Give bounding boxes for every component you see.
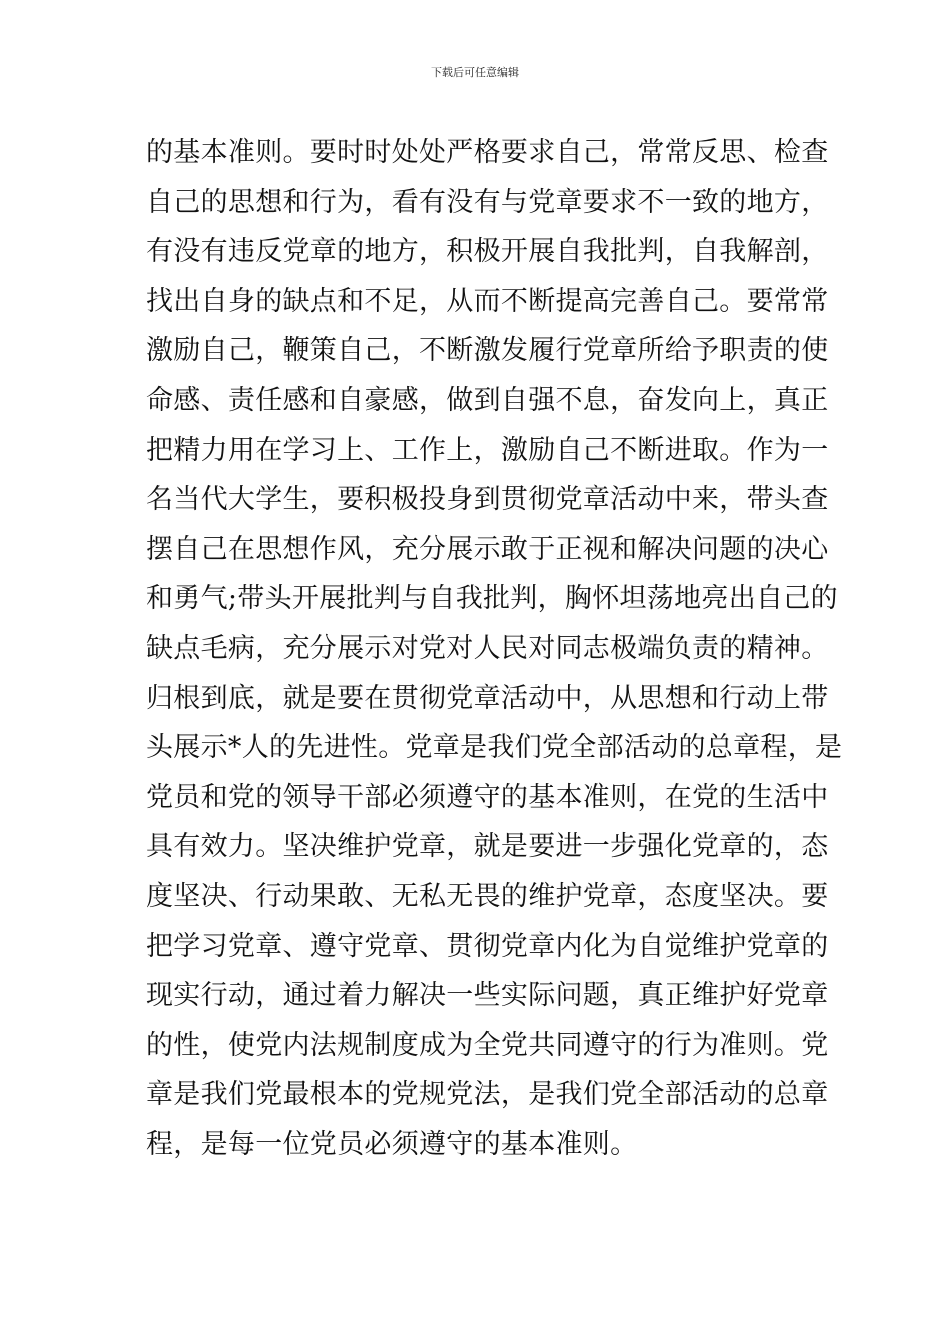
text-line: 头展示*人的先进性。党章是我们党全部活动的总章程，是 (146, 732, 843, 764)
text-line: 程，是每一位党员必须遵守的基本准则。 (146, 1128, 638, 1160)
text-line: 把精力用在学习上、工作上，激励自己不断进取。作为一 (146, 434, 829, 466)
text-line: 的性，使党内法规制度成为全党共同遵守的行为准则。党 (146, 1029, 829, 1061)
text-line: 有没有违反党章的地方，积极开展自我批判，自我解剖， (146, 236, 829, 268)
text-line: 的基本准则。要时时处处严格要求自己，常常反思、检查 (146, 137, 829, 168)
text-line: 和勇气;带头开展批判与自我批判，胸怀坦荡地亮出自己的 (146, 583, 838, 615)
text-line: 具有效力。坚决维护党章，就是要进一步强化党章的，态 (146, 831, 829, 863)
text-line: 现实行动，通过着力解决一些实际问题，真正维护好党章 (146, 980, 829, 1012)
text-line: 党员和党的领导干部必须遵守的基本准则，在党的生活中 (146, 781, 829, 813)
text-line: 缺点毛病，充分展示对党对人民对同志极端负责的精神。 (146, 632, 829, 664)
text-line: 命感、责任感和自豪感，做到自强不息，奋发向上，真正 (146, 384, 829, 416)
text-line: 度坚决、行动果敢、无私无畏的维护党章，态度坚决。要 (146, 880, 829, 912)
text-line: 名当代大学生，要积极投身到贯彻党章活动中来，带头查 (146, 484, 829, 516)
text-line: 归根到底，就是要在贯彻党章活动中，从思想和行动上带 (146, 682, 829, 714)
text-line: 自己的思想和行为，看有没有与党章要求不一致的地方， (146, 186, 829, 218)
text-line: 章是我们党最根本的党规党法，是我们党全部活动的总章 (146, 1079, 829, 1111)
text-line: 摆自己在思想作风，充分展示敢于正视和解决问题的决心 (146, 533, 829, 565)
body-text (146, 128, 843, 1169)
text-line: 找出自身的缺点和不足，从而不断提高完善自己。要常常 (146, 285, 829, 317)
text-line: 激励自己，鞭策自己，不断激发履行党章所给予职责的使 (146, 335, 829, 367)
page-header: 下载后可任意编辑 (431, 66, 519, 79)
text-line: 把学习党章、遵守党章、贯彻党章内化为自觉维护党章的 (146, 930, 829, 962)
